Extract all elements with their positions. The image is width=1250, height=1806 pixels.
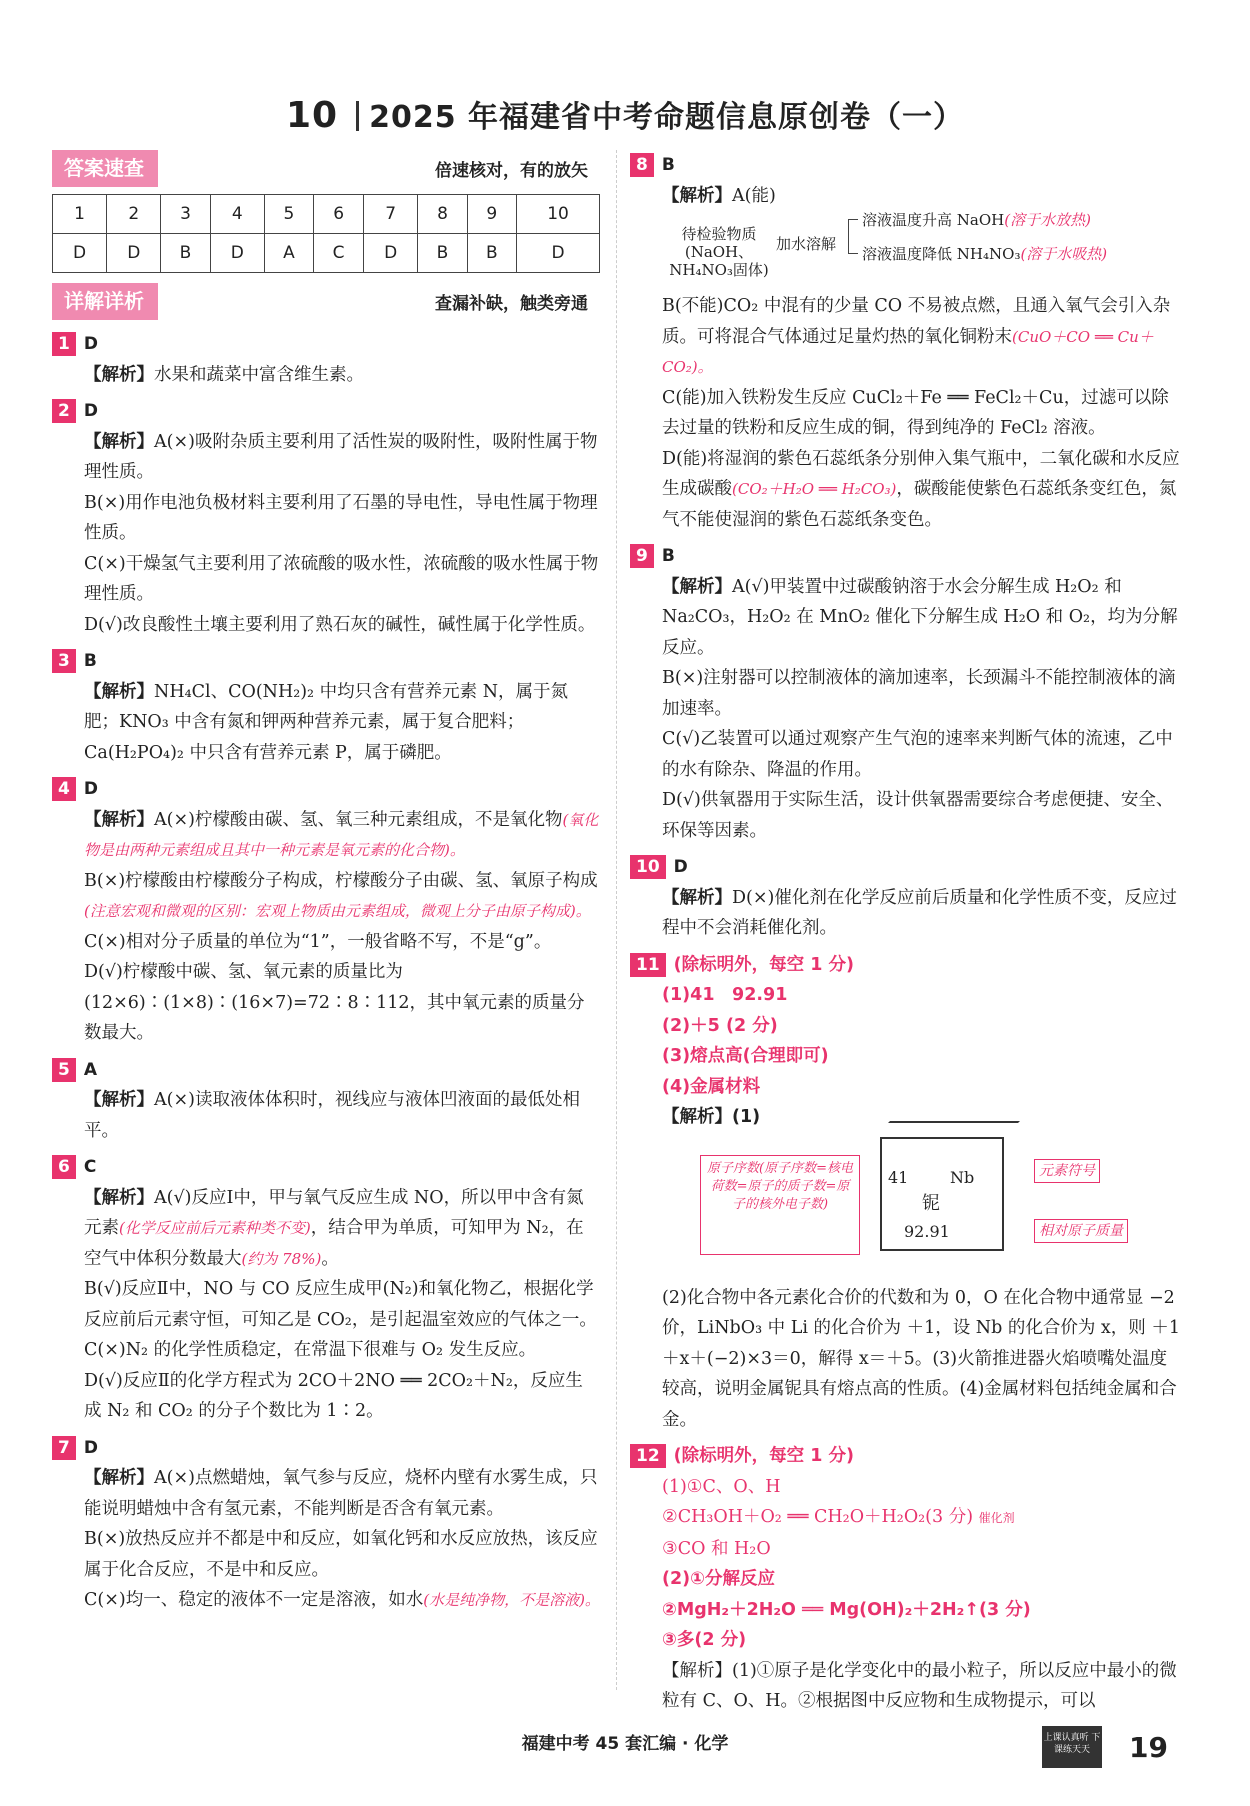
question-answer: D <box>83 779 98 799</box>
question-number: 6 <box>52 1155 76 1179</box>
option-c-text: C(×)相对分子质量的单位为“1”，一般省略不写，不是“g”。 <box>84 931 552 952</box>
question-number: 7 <box>52 1436 76 1460</box>
flow-sample-box: 待检验物质(NaOH、NH₄NO₃固体) <box>669 225 769 279</box>
question-answer: C <box>83 1157 97 1177</box>
answer-letter: B <box>418 234 467 273</box>
page-title <box>0 92 1250 136</box>
option-a-text-2: ，结合甲为单质，可知甲为 N₂，在空气中体积分数最大 <box>84 1218 584 1269</box>
answer-number: 2 <box>107 195 161 234</box>
option-c-text: C(×)干燥氢气主要利用了浓硫酸的吸水性，浓硫酸的吸水性属于物理性质。 <box>84 553 599 604</box>
page-number: 19 <box>1129 1731 1168 1764</box>
option-b-text: B(不能)CO₂ 中混有的少量 CO 不易被点燃，且通入氧气会引入杂质。可将混合气体通过足量灼热的氧化铜粉末 <box>662 296 1171 347</box>
answer-line: (1)41 92.91 <box>662 985 788 1005</box>
question-answer: D <box>83 334 98 354</box>
analysis-tag: 【解析】 <box>84 431 154 452</box>
answer-line: (1)①C、O、H <box>662 1476 781 1497</box>
analysis-tag: 【解析】 <box>84 1187 154 1208</box>
option-d-text: D(√)改良酸性土壤主要利用了熟石灰的碱性，碱性属于化学性质。 <box>84 614 596 635</box>
answer-letter: B <box>161 234 210 273</box>
answer-number: 8 <box>418 195 467 234</box>
question-10 <box>630 852 1180 944</box>
answer-letter: D <box>364 234 418 273</box>
answer-letter: D <box>53 234 107 273</box>
mass-note: 相对原子质量 <box>1034 1219 1128 1243</box>
option-d-text: D(√)供氧器用于实际生活，设计供氧器需要综合考虑便捷、安全、环保等因素。 <box>662 790 1174 841</box>
title-number: 10 <box>285 95 339 136</box>
answer-number: 6 <box>314 195 364 234</box>
detail-section-subtitle: 查漏补缺，触类旁通 <box>435 294 588 314</box>
catalyst-label: 催化剂 <box>978 1511 1015 1525</box>
question-number: 12 <box>630 1444 666 1468</box>
option-b-text: B(×)柠檬酸由柠檬酸分子构成，柠檬酸分子由碳、氢、氧原子构成 <box>84 870 598 891</box>
question-5 <box>52 1055 600 1147</box>
answer-table <box>52 194 600 273</box>
option-d-text: D(√)柠檬酸中碳、氢、氧元素的质量比为(12×6)∶(1×8)∶(16×7)=72∶8∶112，其中氧元素的质量分数最大。 <box>84 962 585 1043</box>
option-a-text: A(×)柠檬酸由碳、氢、氧三种元素组成，不是氧化物 <box>154 809 563 830</box>
element-number: 41 <box>888 1167 909 1187</box>
left-column <box>52 150 600 1616</box>
flow-up-label: 溶液温度升高 <box>862 211 953 229</box>
question-number: 11 <box>630 953 666 977</box>
option-d-text: D(√)反应Ⅱ的化学方程式为 2CO＋2NO ══ 2CO₂＋N₂，反应生成 N₂ 和 CO₂ 的分子个数比为 1∶2。 <box>84 1370 583 1421</box>
option-c-text: C(√)乙装置可以通过观察产生气泡的速率来判断气体的流速，乙中的水有除杂、降温的作用。 <box>662 729 1173 780</box>
option-c-text: C(×)均一、稳定的液体不一定是溶液，如水 <box>84 1590 424 1610</box>
question-answer: D <box>673 857 688 877</box>
explanation <box>630 883 1180 944</box>
answer-number-row <box>53 195 600 234</box>
option-a-text: A(×)吸附杂质主要利用了活性炭的吸附性，吸附性属于物理性质。 <box>84 431 598 482</box>
scoring-note: (除标明外，每空 1 分) <box>673 1446 855 1466</box>
option-d <box>630 444 1180 536</box>
handwritten-note: (化学反应前后元素种类不变) <box>119 1219 311 1237</box>
flow-down-label: 溶液温度降低 <box>862 245 953 263</box>
question-answer: D <box>83 401 98 421</box>
handwritten-note: (注意宏观和微观的区别：宏观上物质由元素组成，微观上分子由原子构成)。 <box>84 902 591 920</box>
explanation <box>52 1085 600 1146</box>
answer-line-equation <box>630 1502 1180 1534</box>
analysis-tag: 【解析】 <box>662 887 732 908</box>
analysis-tag: 【解析】 <box>84 364 154 385</box>
answer-letter: B <box>467 234 516 273</box>
handwritten-note: (氧化物是由两种元素组成且其中一种元素是氧元素的化合物)。 <box>84 810 599 859</box>
option-b <box>52 866 600 927</box>
handwritten-note: (溶于水吸热) <box>1020 245 1108 263</box>
flow-up-result: NaOH <box>956 211 1005 229</box>
answer-line: ③CO 和 H₂O <box>662 1538 771 1559</box>
option-d-text: D(能)将湿润的紫色石蕊纸条分别伸入集气瓶中，二氧化碳和水反应生成碳酸 <box>662 448 1180 499</box>
option-c <box>52 1585 600 1616</box>
answer-line: (3)熔点高(合理即可) <box>662 1046 829 1066</box>
flow-bracket-top <box>848 219 858 220</box>
question-answer: B <box>661 546 675 566</box>
explanation <box>52 360 600 391</box>
option-b-text: B(×)注射器可以控制液体的滴加速率，长颈漏斗不能控制液体的滴加速率。 <box>662 668 1176 719</box>
flow-bracket <box>848 219 850 253</box>
question-number: 1 <box>52 332 76 356</box>
question-8 <box>630 150 1180 535</box>
option-c-text: C(能)加入铁粉发生反应 CuCl₂＋Fe ══ FeCl₂＋Cu，过滤可以除去过量的铁粉和反应生成的铜，得到纯净的 FeCl₂ 溶液。 <box>662 387 1169 438</box>
explanation-text: 水果和蔬菜中富含维生素。 <box>154 364 364 385</box>
handwritten-note: (CO₂＋H₂O ══ H₂CO₃) <box>732 480 897 498</box>
atomic-number-note: 原子序数(原子序数=核电荷数=原子的质子数=原子的核外电子数) <box>700 1155 860 1255</box>
answer-number: 1 <box>53 195 107 234</box>
equation-text: ②CH₃OH＋O₂ ══ CH₂O＋H₂O₂(3 分) <box>662 1507 974 1527</box>
question-answer: A <box>83 1059 98 1080</box>
answer-number: 4 <box>210 195 264 234</box>
option-a-text: A(能) <box>732 185 776 206</box>
question-2 <box>52 396 600 640</box>
element-cube-top <box>874 1121 1020 1137</box>
scoring-note: (除标明外，每空 1 分) <box>673 954 855 975</box>
option-a-text: A(×)点燃蜡烛，氧气参与反应，烧杯内壁有水雾生成，只能说明蜡烛中含有氢元素，不能判断是否含有氧元素。 <box>84 1468 598 1519</box>
handwritten-note: (溶于水放热) <box>1004 211 1091 229</box>
explanation <box>52 805 600 866</box>
question-number: 10 <box>630 855 666 879</box>
flow-down-result: NH₄NO₃ <box>956 245 1021 263</box>
analysis-tag: 【解析】 <box>84 681 154 702</box>
detail-section-tag: 详解详析 <box>52 283 158 320</box>
analysis-tag: 【解析】 <box>662 576 732 597</box>
element-cube-diagram <box>660 1133 1180 1283</box>
option-b-text: B(×)放热反应并不都是中和反应，如氧化钙和水反应放热，该反应属于化合反应，不是中和反应。 <box>84 1529 598 1580</box>
explanation <box>52 427 600 488</box>
explanation-text: D(×)催化剂在化学反应前后质量和化学性质不变，反应过程中不会消耗催化剂。 <box>662 887 1177 938</box>
answer-number: 5 <box>264 195 313 234</box>
title-text: 2025 年福建省中考命题信息原创卷（一） <box>369 100 965 135</box>
answer-line: (2)①分解反应 <box>662 1569 775 1589</box>
answer-number: 9 <box>467 195 516 234</box>
option-c-text: C(×)N₂ 的化学性质稳定，在常温下很难与 O₂ 发生反应。 <box>84 1340 537 1360</box>
question-number: 3 <box>52 649 76 673</box>
detail-section-header <box>52 283 600 323</box>
footer-text: 福建中考 45 套汇编 · 化学 <box>521 1734 729 1754</box>
answer-letter-row <box>53 234 600 273</box>
analysis-tag: 【解析】(1) <box>662 1107 761 1127</box>
element-name: 铌 <box>922 1192 940 1214</box>
option-a-text-3: 。 <box>321 1248 339 1269</box>
flow-bracket-bottom <box>848 253 858 254</box>
analysis-tag: 【解析】 <box>84 809 154 830</box>
option-a-text: A(√)甲装置中过碳酸钠溶于水会分解生成 H₂O₂ 和 Na₂CO₃，H₂O₂ 在 MnO₂ 催化下分解生成 H₂O 和 O₂，均为分解反应。 <box>662 576 1178 658</box>
question-9 <box>630 541 1180 846</box>
explanation <box>52 1463 600 1524</box>
question-number: 9 <box>630 544 654 568</box>
answer-section-header <box>52 150 600 190</box>
answer-line: (2)＋5 (2 分) <box>662 1015 778 1036</box>
analysis-tag: 【解析】 <box>662 185 732 206</box>
question-3 <box>52 646 600 768</box>
option-b <box>630 291 1180 383</box>
flow-up-branch <box>862 211 1091 229</box>
answer-section-subtitle: 倍速核对，有的放矢 <box>435 161 588 181</box>
question-answer: D <box>83 1437 98 1458</box>
answer-line: ②MgH₂＋2H₂O ══ Mg(OH)₂＋2H₂↑(3 分) <box>662 1599 1031 1620</box>
right-column <box>630 150 1180 1717</box>
footer-badge: 上课认真听 下课练天天 <box>1042 1726 1102 1768</box>
option-a-text: A(√)反应Ⅰ中，甲与氧气反应生成 NO，所以甲中含有氮元素 <box>84 1187 584 1238</box>
question-number: 2 <box>52 399 76 423</box>
question-number: 5 <box>52 1058 76 1082</box>
answer-letter: D <box>107 234 161 273</box>
explanation-text: (2)化合物中各元素化合价的代数和为 0，O 在化合物中通常显 −2 价，LiNbO₃ 中 Li 的化合价为 ＋1，设 Nb 的化合价为 x，则 ＋1＋x＋(−2)×3＝0，解得 x＝＋5。(3)火箭推进器火焰喷嘴处温度较高，说明金属铌具有熔点高的性质。(4)金属材料包括纯金属和合金。 <box>662 1287 1180 1430</box>
flow-down-branch <box>862 245 1107 263</box>
option-b-text: B(×)用作电池负极材料主要利用了石墨的导电性，导电性属于物理性质。 <box>84 492 598 543</box>
question-6 <box>52 1152 600 1427</box>
title-divider <box>356 101 359 131</box>
identification-flowchart <box>664 211 1180 291</box>
question-answer: B <box>83 651 97 671</box>
question-number: 8 <box>630 153 654 177</box>
question-12 <box>630 1441 1180 1717</box>
option-b-text: B(√)反应Ⅱ中，NO 与 CO 反应生成甲(N₂)和氧化物乙，根据化学反应前后元素守恒，可知乙是 CO₂，是引起温室效应的气体之一。 <box>84 1279 597 1330</box>
answer-number: 10 <box>517 195 600 234</box>
question-1 <box>52 329 600 390</box>
answer-letter: D <box>517 234 600 273</box>
handwritten-note: (水是纯净物，不是溶液)。 <box>423 1591 600 1609</box>
option-d-text-2: ，碳酸能使紫色石蕊纸条变红色，氮气不能使湿润的紫色石蕊纸条变色。 <box>662 479 1177 530</box>
answer-number: 7 <box>364 195 418 234</box>
question-7 <box>52 1433 600 1616</box>
question-answer: B <box>661 155 675 175</box>
question-11 <box>630 950 1180 1436</box>
handwritten-note: (约为 78%) <box>241 1249 322 1268</box>
explanation <box>52 677 600 769</box>
answer-letter: D <box>210 234 264 273</box>
answer-section-tag: 答案速查 <box>52 150 158 187</box>
explanation <box>630 572 1180 664</box>
explanation <box>630 181 1180 212</box>
question-4 <box>52 774 600 1049</box>
analysis-tag: 【解析】 <box>84 1468 154 1488</box>
answer-line: ③多(2 分) <box>662 1630 747 1650</box>
explanation-text: 【解析】(1)①原子是化学变化中的最小粒子，所以反应中最小的微粒有 C、O、H。②根据图中反应物和生成物提示，可以 <box>662 1660 1177 1711</box>
explanation-text: NH₄Cl、CO(NH₂)₂ 中均只含有营养元素 N，属于氮肥；KNO₃ 中含有氮和钾两种营养元素，属于复合肥料；Ca(H₂PO₄)₂ 中只含有营养元素 P，属于磷肥。 <box>84 681 569 763</box>
handwritten-note: (CuO＋CO ══ Cu＋CO₂)。 <box>662 327 1154 376</box>
answer-letter: A <box>264 234 313 273</box>
explanation-text: A(×)读取液体体积时，视线应与液体凹液面的最低处相平。 <box>84 1090 580 1141</box>
element-symbol: Nb <box>950 1167 975 1187</box>
element-mass: 92.91 <box>904 1221 950 1241</box>
symbol-note: 元素符号 <box>1034 1159 1100 1183</box>
column-divider <box>616 150 618 1690</box>
answer-number: 3 <box>161 195 210 234</box>
analysis-tag: 【解析】 <box>84 1090 154 1110</box>
answer-letter: C <box>314 234 364 273</box>
flow-step: 加水溶解 <box>776 235 837 253</box>
answer-line: (4)金属材料 <box>662 1076 761 1097</box>
question-number: 4 <box>52 777 76 801</box>
explanation <box>52 1183 600 1275</box>
